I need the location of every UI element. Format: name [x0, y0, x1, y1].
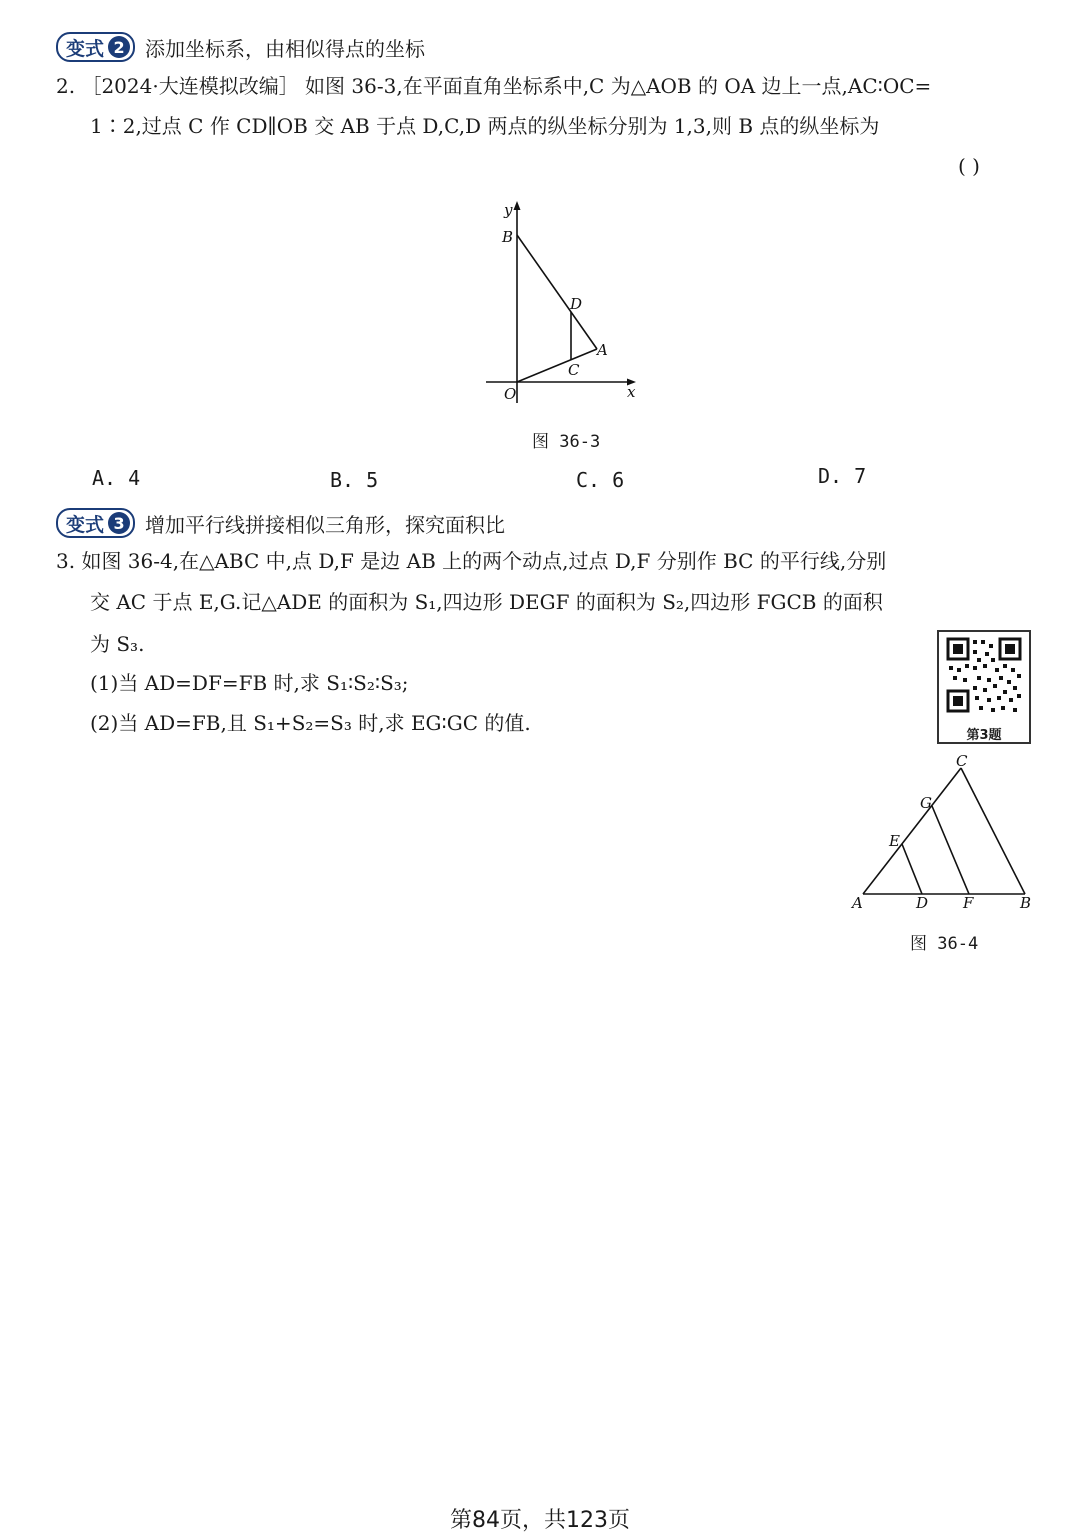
option-b: B. 5	[330, 468, 379, 492]
figure-36-4-caption: 图 36-4	[910, 934, 979, 954]
option-a: A. 4	[92, 466, 141, 490]
q3-line1: 3. 如图 36-4,在△ABC 中,点 D,F 是边 AB 上的两个动点,过点 D,F 分别作 BC 的平行线,分别	[56, 549, 887, 573]
label-y: y	[504, 201, 513, 219]
qr-code-icon	[939, 632, 1029, 718]
figure-36-3-caption: 图 36-3	[532, 432, 601, 452]
q3-line2: 交 AC 于点 E,G.记△ADE 的面积为 S₁,四边形 DEGF 的面积为 S₂,四边形 FGCB 的面积	[90, 590, 883, 614]
label-A: A	[597, 341, 608, 359]
option-d: D. 7	[818, 464, 867, 488]
variant3-title: 增加平行线拼接相似三角形，探究面积比	[145, 512, 506, 537]
q3-line3: 为 S₃.	[90, 632, 145, 656]
q2-line1: 2. ［2024·大连模拟改编］ 如图 36-3,在平面直角坐标系中,C 为△AOB 的 OA 边上一点,AC∶OC=	[56, 74, 932, 98]
label-C: C	[568, 361, 580, 379]
label-B: B	[502, 228, 514, 246]
option-c: C. 6	[576, 468, 625, 492]
label-C: C	[956, 752, 968, 770]
label-O: O	[504, 385, 517, 403]
page-footer: 第84页，共123页	[450, 1508, 630, 1533]
q2-answer-paren: ( )	[958, 154, 980, 178]
qr-label: 第3题	[966, 728, 1002, 743]
q3-sub1: (1)当 AD=DF=FB 时,求 S₁∶S₂∶S₃;	[90, 671, 409, 695]
variant2-title: 添加坐标系，由相似得点的坐标	[145, 36, 426, 61]
label-D: D	[916, 894, 929, 912]
variant3-badge: 变式 3	[56, 508, 135, 538]
variant2-badge: 变式 2	[56, 32, 135, 62]
variant3-header	[56, 508, 505, 538]
figure-36-3	[480, 195, 650, 410]
label-A: A	[852, 894, 863, 912]
variant2-header	[56, 32, 425, 62]
label-G: G	[920, 794, 932, 812]
label-B: B	[1020, 894, 1032, 912]
label-F: F	[963, 894, 974, 912]
figure-36-4	[848, 750, 1038, 915]
qr-code-box[interactable]	[937, 630, 1031, 744]
q3-sub2: (2)当 AD=FB,且 S₁+S₂=S₃ 时,求 EG∶GC 的值.	[90, 711, 531, 735]
q2-line2: 1∶2,过点 C 作 CD∥OB 交 AB 于点 D,C,D 两点的纵坐标分别为 1,3,则 B 点的纵坐标为	[90, 114, 880, 138]
label-E: E	[889, 832, 900, 850]
label-D: D	[570, 295, 583, 313]
label-x: x	[627, 383, 636, 401]
